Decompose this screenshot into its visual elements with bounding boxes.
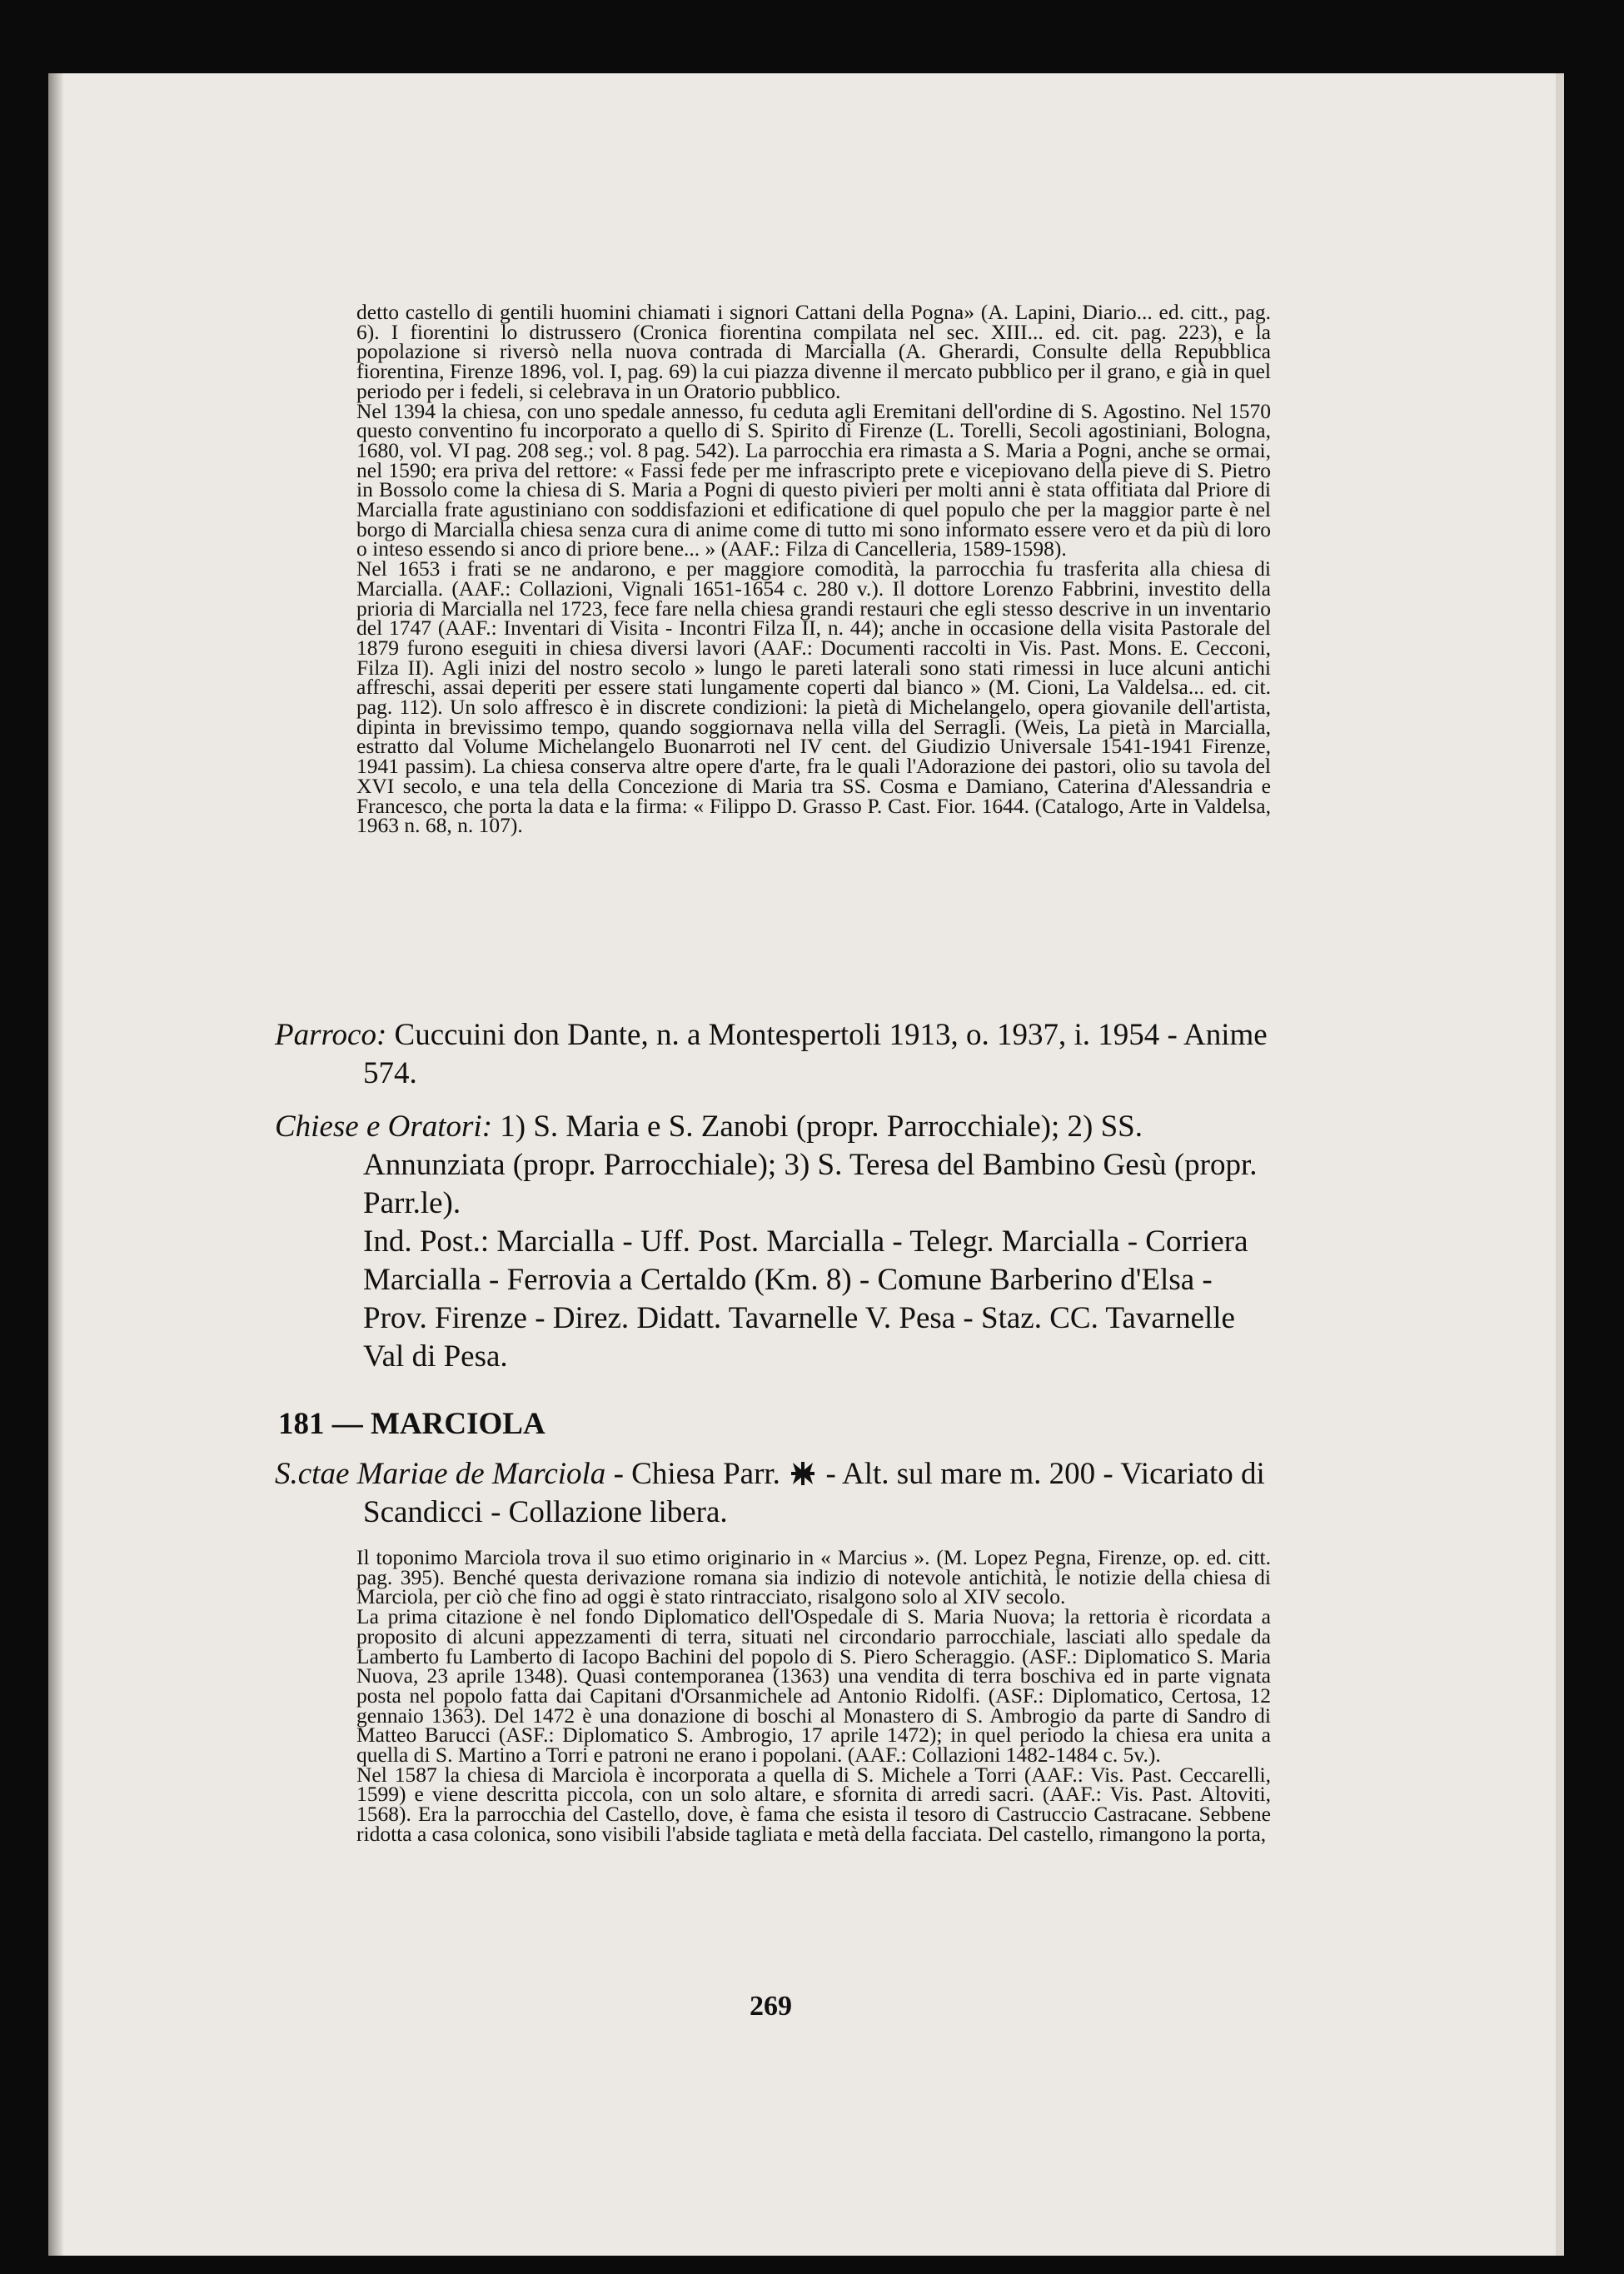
page-gutter <box>48 73 63 2256</box>
paragraph: detto castello di gentili huomini chiamati i signori Cattani della Pogna» (A. Lapini, Diario... ed. citt., pag. 6). I fiorentini lo distrussero (Cronica fiorentina compilata nel sec. XIII... ed. cit. pag. 223), e la popolazione si riversò nella nuova contrada di Marcialla (A. Gherardi, Consulte della Repubblica fiorentina, Firenze 1896, vol. I, pag. 69) la cui piazza divenne il mercato pubblico per il grano, e già in quel periodo per i fedeli, si celebrava in un Oratorio pubblico. <box>356 300 1271 403</box>
church-desc-before: - Chiesa Parr. <box>605 1457 789 1491</box>
church-name: S.ctae Mariae de Marciola <box>275 1457 606 1491</box>
church-desc-after: - Alt. sul mare m. 200 - Vicariato di Scandicci - Collazione libera. <box>363 1457 1265 1529</box>
paragraph: Nel 1587 la chiesa di Marciola è incorporata a quella di S. Michele a Torri (AAF.: Vis. Past. Ceccarelli, 1599) e viene descritta piccola, con un solo altare, e sfornita di arredi sacri. (AAF.: Vis. Past. Altoviti, 1568). Era la parrocchia del Castello, dove, è fama che esista il tesoro di Castruccio Castracane. Sebbene ridotta a casa colonica, sono visibili l'abside tagliata e metà della facciata. Del castello, rimangono la porta, <box>356 1762 1271 1846</box>
parroco-entry <box>275 1016 1274 1093</box>
ind-post-text: Ind. Post.: Marcialla - Uff. Post. Marcialla - Telegr. Marcialla - Corriera Marcialla - Ferrovia a Certaldo (Km. 8) - Comune Barberino d'Elsa - Prov. Firenze - Direz. Didatt. Tavarnelle V. Pesa - Staz. CC. Tavarnelle Val di Pesa. <box>363 1224 1248 1374</box>
marciola-entry <box>275 1455 1274 1532</box>
parroco-text: Cuccuini don Dante, n. a Montespertoli 1913, o. 1937, i. 1954 - Anime 574. <box>363 1018 1268 1090</box>
chiese-oratori-entry <box>275 1108 1274 1223</box>
page-number: 269 <box>750 1991 792 2022</box>
section-heading: 181 — MARCIOLA <box>278 1407 545 1441</box>
chiese-label: Chiese e Oratori: <box>275 1110 493 1144</box>
maltese-cross-icon <box>788 1460 818 1487</box>
paragraph: Nel 1653 i frati se ne andarono, e per maggiore comodità, la parrocchia fu trasferita alla chiesa di Marcialla. (AAF.: Collazioni, Vignali 1651-1654 c. 280 v.). Il dottore Lorenzo Fabbrini, investito della prioria di Marcialla nel 1723, fece fare nella chiesa grandi restauri che egli stesso descrive in un inventario del 1747 (AAF.: Inventari di Visita - Incontri Filza II, n. 44); anche in occasione della visita Pastorale del 1879 furono eseguiti in chiesa diversi lavori (AAF.: Documenti raccolti in Vis. Past. Mons. E. Cecconi, Filza II). Agli inizi del nostro secolo » lungo le pareti laterali sono stati rimessi in luce alcuni antichi affreschi, assai deperiti per essere stati lungamente coperti dal bianco » (M. Cioni, La Valdelsa... ed. cit. pag. 112). Un solo affresco è in discrete condizioni: la pietà di Michelangelo, opera giovanile dell'artista, dipinta in brevissimo tempo, quando soggiornava nella villa del Serragli. (Weis, La pietà in Marcialla, estratto dal Volume Michelangelo Buonarroti nel IV cent. del Giudizio Universale 1541-1941 Firenze, 1941 passim). La chiesa conserva altre opere d'arte, fra le quali l'Adorazione dei pastori, olio su tavola del XVI secolo, e una tela della Concezione di Maria tra SS. Cosma e Damiano, Caterina d'Alessandria e Francesco, che porta la data e la firma: « Filippo D. Grasso P. Cast. Fior. 1644. (Catalogo, Arte in Valdelsa, 1963 n. 68, n. 107). <box>356 556 1271 838</box>
marciola-history-block <box>356 1545 1271 1846</box>
paragraph: Il toponimo Marciola trova il suo etimo originario in « Marcius ». (M. Lopez Pegna, Firenze, op. ed. citt. pag. 395). Benché questa derivazione romana sia indizio di notevole antichità, le notizie della chiesa di Marciola, per ciò che fino ad oggi è stato rintracciato, risalgono solo al XIV secolo. <box>356 1545 1271 1609</box>
parroco-label: Parroco: <box>275 1018 387 1052</box>
history-text-block <box>356 300 1271 838</box>
ind-post-entry <box>363 1223 1276 1376</box>
chiese-text: 1) S. Maria e S. Zanobi (propr. Parrocchiale); 2) SS. Annunziata (propr. Parrocchiale); 3) S. Teresa del Bambino Gesù (propr. Parr.le). <box>363 1110 1258 1220</box>
paragraph: La prima citazione è nel fondo Diplomatico dell'Ospedale di S. Maria Nuova; la rettoria è ricordata a proposito di alcuni appezzamenti di terra, situati nel circondario parrocchiale, lasciati allo spedale da Lamberto fu Lamberto di Iacopo Bachini del popolo di S. Piero Scheraggio. (ASF.: Diplomatico S. Maria Nuova, 23 aprile 1348). Quasi contemporanea (1363) una vendita di terra boschiva ed in parte vignata posta nel popolo fatta dai Capitani d'Orsanmichele ad Antonio Ridolfi. (ASF.: Diplomatico, Certosa, 12 gennaio 1363). Del 1472 è una donazione di boschi al Monastero di S. Ambrogio da parte di Sandro di Matteo Barucci (ASF.: Diplomatico S. Ambrogio, 17 aprile 1472); in quel periodo la chiesa era unita a quella di S. Martino a Torri e patroni ne erano i popolani. (AAF.: Collazioni 1482-1484 c. 5v.). <box>356 1604 1271 1768</box>
paragraph: Nel 1394 la chiesa, con uno spedale annesso, fu ceduta agli Eremitani dell'ordine di S. Agostino. Nel 1570 questo conventino fu incorporato a quello di S. Spirito di Firenze (L. Torelli, Secoli agostiniani, Bologna, 1680, vol. VI pag. 208 seg.; vol. 8 pag. 542). La parrocchia era rimasta a S. Maria a Pogni, anche se ormai, nel 1590; era priva del rettore: « Fassi fede per me infrascripto prete e vicepiovano della pieve di S. Pietro in Bossolo come la chiesa di S. Maria a Pogni di questo pivieri per molti anni è stata offitiata dal Priore di Marcialla frate agustiniano con soddisfazioni et edificatione di quel populo che per la maggior parte è nel borgo di Marcialla chiesa senza cura di anime come di tutto mi sono informato essere vero et da più di loro o inteso essendo si anco di priore bene... » (AAF.: Filza di Cancelleria, 1589-1598). <box>356 398 1271 561</box>
